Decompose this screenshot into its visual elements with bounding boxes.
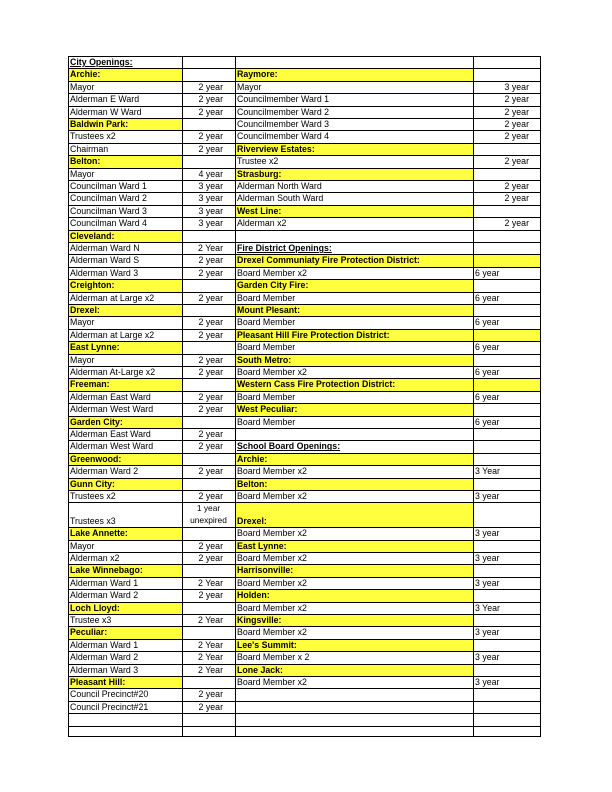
position-label: Board Member [237,342,296,353]
term-length: 2 year [198,429,223,439]
grid-line [235,254,541,255]
grid-line [235,292,541,293]
position-label: Councilman Ward 3 [70,205,147,216]
grid-line [235,540,541,541]
grid-line [68,118,235,119]
section-heading: Creighton: [68,279,182,291]
term-length: 2 year [198,441,223,452]
position-label: Alderman East Ward [70,391,151,402]
grid-line [235,527,541,528]
term-length: 3 year [475,677,500,687]
term-length: 2 year [198,590,223,601]
grid-line [68,736,541,737]
term-length: 3 year [475,577,500,588]
position-label: Mayor [237,81,262,92]
grid-line [235,155,541,156]
section-heading: Strasburg: [235,168,473,180]
section-heading: Mount Plesant: [235,304,473,316]
position-label: Chairman [70,143,109,154]
position-label: Board Member [237,317,296,328]
grid-line [473,56,474,737]
term-length: 2 year [198,391,223,402]
term-length: 6 year [475,367,500,377]
position-label: Councilmember Ward 3 [237,119,330,129]
grid-line [235,68,541,69]
term-length: 2 year [198,292,223,303]
grid-line [68,626,235,627]
grid-line [68,316,235,317]
grid-line [235,192,541,193]
grid-line [235,366,541,367]
grid-line [235,230,541,231]
grid-line [235,56,236,737]
term-length: 6 year [475,391,500,402]
section-heading: Peculiar: [68,626,182,638]
grid-line [235,676,541,677]
grid-line [235,478,541,479]
grid-line [68,701,235,702]
term-length: 6 year [475,317,500,328]
term-length: 2 Year [198,577,223,588]
grid-line [235,81,541,82]
grid-line [235,465,541,466]
section-heading: Drexel: [235,502,473,527]
grid-line [235,440,541,441]
term-length: 2 year [198,354,223,365]
position-label: Alderman Ward 2 [70,590,139,601]
term-length: 2 year [198,131,223,142]
position-label: Alderman W Ward [70,106,142,117]
grid-line [235,180,541,181]
grid-line [68,651,235,652]
position-label: Board Member x2 [237,627,307,638]
grid-line [68,564,235,565]
section-heading: Belton: [235,478,473,490]
grid-line [68,304,235,305]
position-label: Alderman West Ward [70,441,154,452]
grid-line [68,552,235,553]
term-length: 2 year [504,106,529,117]
grid-line [68,68,235,69]
grid-line [235,329,541,330]
section-heading: Archie: [68,68,182,80]
term-length: 3 year [475,491,500,501]
position-label: Council Precinct#20 [70,689,149,700]
grid-line [235,93,541,94]
grid-line [235,242,541,243]
grid-line [68,155,235,156]
term-length: 6 year [475,292,500,303]
grid-line [235,106,541,107]
section-heading: Cleveland: [68,230,182,242]
term-length: 2 year [198,404,223,415]
section-heading: Western Cass Fire Protection District: [235,378,541,390]
term-length: 3 Year [475,602,500,613]
grid-line [68,391,235,392]
term-length: 2 Year [198,664,223,675]
term-length: 2 year [198,689,223,700]
position-label: Alderman Ward S [70,255,140,266]
position-label: Trustee x2 [237,156,279,167]
section-heading: West Line: [235,205,473,217]
grid-line [68,341,235,342]
grid-line [235,453,541,454]
section-heading: Lake Annette: [68,527,182,539]
grid-line [68,242,235,243]
position-label: Councilman Ward 4 [70,218,147,229]
position-label: Board Member x2 [237,577,307,588]
grid-line [68,490,235,491]
term-length: 2 year [504,94,529,105]
grid-line [68,676,235,677]
position-label: Board Member x2 [237,553,307,563]
term-length: 2 year [198,701,223,712]
grid-line [235,168,541,169]
term-length: 4 year [198,168,223,179]
position-label: Alderman Ward 2 [70,466,139,477]
grid-line [68,589,235,590]
grid-line [68,602,235,603]
section-heading: Loch Lloyd: [68,602,182,614]
position-label: Mayor [70,81,95,92]
grid-line [235,713,541,714]
section-heading: East Lynne: [68,341,182,353]
term-length: 2 year [198,466,223,477]
grid-line [68,130,235,131]
grid-line [68,453,235,454]
grid-line [68,366,235,367]
position-label: Alderman South Ward [237,193,324,204]
section-heading: Harrisonville: [235,564,473,576]
section-heading: Freeman: [68,378,182,390]
term-length: 3 year [475,627,500,638]
term-length: 2 year [198,143,223,154]
position-label: Board Member x2 [237,677,307,687]
grid-line [68,230,235,231]
grid-line [235,341,541,342]
term-length: 2 year [504,119,529,129]
position-label: Alderman West Ward [70,404,154,415]
grid-line [235,490,541,491]
grid-line [68,478,235,479]
term-length: 2 year [504,181,529,191]
grid-line [235,552,541,553]
position-label: Alderman Ward N [70,243,140,253]
term-length: 2 year [198,94,223,105]
position-label: Board Member x 2 [237,652,310,663]
section-heading: Garden City: [68,416,182,428]
grid-line [68,416,235,417]
term-length: 2 year [504,131,529,142]
grid-line [235,316,541,317]
grid-line [68,205,235,206]
grid-line [68,56,69,737]
grid-line [235,564,541,565]
section-heading: Belton: [68,155,182,167]
term-length: 2 year [198,329,223,340]
section-heading: Greenwood: [68,453,182,465]
grid-line [235,118,541,119]
term-length: 2 year [198,367,223,377]
grid-line [235,626,541,627]
term-length: 3 year [475,652,500,663]
grid-line [540,56,541,737]
term-length: 2 year [504,193,529,204]
grid-line [68,502,235,503]
section-heading: Drexel: [68,304,182,316]
grid-line [235,589,541,590]
position-label: Board Member x2 [237,367,307,377]
term-length: 3 year [198,181,223,191]
grid-line [68,279,235,280]
section-heading: Pleasant Hill: [68,676,182,688]
position-label: Mayor [70,540,95,551]
position-label: Alderman at Large x2 [70,292,155,303]
grid-line [68,292,235,293]
term-length: 3 year [475,528,500,539]
term-length: 3 year [475,553,500,563]
term-length: 2 Year [198,243,223,253]
position-label: Board Member x2 [237,466,307,477]
section-heading: Raymore: [235,68,473,80]
position-label: Alderman E Ward [70,94,140,105]
section-heading: Holden: [235,589,473,601]
grid-line [68,354,235,355]
grid-line [68,56,541,57]
grid-line [235,577,541,578]
grid-line [235,130,541,131]
term-length: 2 year [198,553,223,563]
grid-line [68,403,235,404]
section-heading: Drexel Communiaty Fire Protection District: [235,254,541,266]
section-heading: Pleasant Hill Fire Protection District: [235,329,541,341]
section-heading: Lee's Summit: [235,639,473,651]
position-label: Councilman Ward 2 [70,193,147,204]
grid-line [235,354,541,355]
grid-line [68,180,235,181]
term-length: 2 year [198,106,223,117]
term-length: 6 year [475,416,500,427]
section-heading: Gunn City: [68,478,182,490]
position-label: Alderman East Ward [70,429,151,439]
position-label: Alderman North Ward [237,181,322,191]
grid-line [235,143,541,144]
grid-line [68,639,235,640]
term-length: 6 year [475,342,500,353]
grid-line [68,81,235,82]
term-length: 2 year [504,156,529,167]
grid-line [235,602,541,603]
grid-line [68,440,235,441]
position-label: Councilmember Ward 1 [237,94,330,105]
term-length: 2 Year [198,639,223,650]
grid-line [68,329,235,330]
grid-line [235,391,541,392]
position-label: Board Member x2 [237,528,307,539]
grid-line [68,168,235,169]
term-length: 3 year [198,193,223,204]
grid-line [68,378,235,379]
grid-line [235,664,541,665]
grid-line [68,688,235,689]
term-length: 2 year [198,540,223,551]
term-length: 2 year [198,255,223,266]
grid-line [68,143,235,144]
grid-line [68,106,235,107]
term-length: 2 year [198,317,223,328]
term-length: 2 Year [198,652,223,663]
grid-line [235,378,541,379]
term-length: 3 year [504,81,529,92]
term-length: 2 Year [198,615,223,625]
openings-table [68,56,541,737]
position-label: Alderman Ward 1 [70,577,139,588]
position-label: Alderman Ward 2 [70,652,139,663]
position-label: Mayor [70,317,95,328]
position-label: Mayor [70,168,95,179]
position-label: Board Member [237,391,296,402]
grid-line [68,726,235,727]
position-label: Board Member [237,292,296,303]
grid-line [68,93,235,94]
position-label: Councilmember Ward 4 [237,131,330,142]
grid-line [235,428,541,429]
term-length: 2 year [198,81,223,92]
position-label: Alderman Ward 3 [70,267,139,278]
grid-line [235,403,541,404]
position-label: Board Member [237,416,296,427]
position-label: Board Member x2 [237,491,307,501]
position-label: Alderman At-Large x2 [70,367,156,377]
section-heading: Kingsville: [235,614,473,626]
section-heading: Baldwin Park: [68,118,182,130]
grid-line [68,217,235,218]
position-label: Councilmember Ward 2 [237,106,330,117]
grid-line [68,614,235,615]
grid-line [68,664,235,665]
grid-line [182,56,183,737]
grid-line [235,651,541,652]
position-label: Alderman x2 [237,218,287,229]
position-label: Trustees x2 [70,131,116,142]
grid-line [235,639,541,640]
position-label: Trustees x3 [70,516,116,527]
grid-line [235,217,541,218]
section-heading: West Peculiar: [235,403,473,415]
term-length: 6 year [475,267,500,278]
term-length: 2 year [198,267,223,278]
grid-line [68,540,235,541]
grid-line [68,267,235,268]
position-label: Alderman Ward 1 [70,639,139,650]
grid-line [68,254,235,255]
group-title: Fire District Openings: [237,243,332,253]
grid-line [68,713,235,714]
position-label: Trustees x2 [70,491,116,501]
group-title: City Openings: [70,57,133,67]
grid-line [235,279,541,280]
position-label: Mayor [70,354,95,365]
term-length: 2 year [198,491,223,501]
grid-line [235,304,541,305]
grid-line [68,428,235,429]
section-heading: Lone Jack: [235,664,473,676]
grid-line [235,267,541,268]
term-length: 2 year [504,218,529,229]
grid-line [68,465,235,466]
term-length: 3 year [198,205,223,216]
position-label: Alderman at Large x2 [70,329,155,340]
grid-line [68,192,235,193]
section-heading: South Metro: [235,354,473,366]
position-label: Board Member x2 [237,267,307,278]
grid-line [235,614,541,615]
position-label: Alderman x2 [70,553,120,563]
group-title: School Board Openings: [237,441,341,452]
grid-line [68,577,235,578]
position-label: Alderman Ward 3 [70,664,139,675]
section-heading: East Lynne: [235,540,473,552]
grid-line [68,527,235,528]
section-heading: Riverview Estates: [235,143,473,155]
term-length: 1 year unexpired [190,503,227,526]
position-label: Council Precinct#21 [70,701,149,712]
section-heading: Garden City Fire: [235,279,473,291]
grid-line [235,502,541,503]
position-label: Board Member x2 [237,602,307,613]
position-label: Trustee x3 [70,615,112,625]
section-heading: Archie: [235,453,473,465]
grid-line [235,701,541,702]
grid-line [235,416,541,417]
term-length: 3 year [198,218,223,229]
section-heading: Lake Winnebago: [68,564,182,576]
grid-line [235,726,541,727]
grid-line [235,688,541,689]
term-length: 3 Year [475,466,500,477]
position-label: Councilman Ward 1 [70,181,147,191]
grid-line [235,205,541,206]
